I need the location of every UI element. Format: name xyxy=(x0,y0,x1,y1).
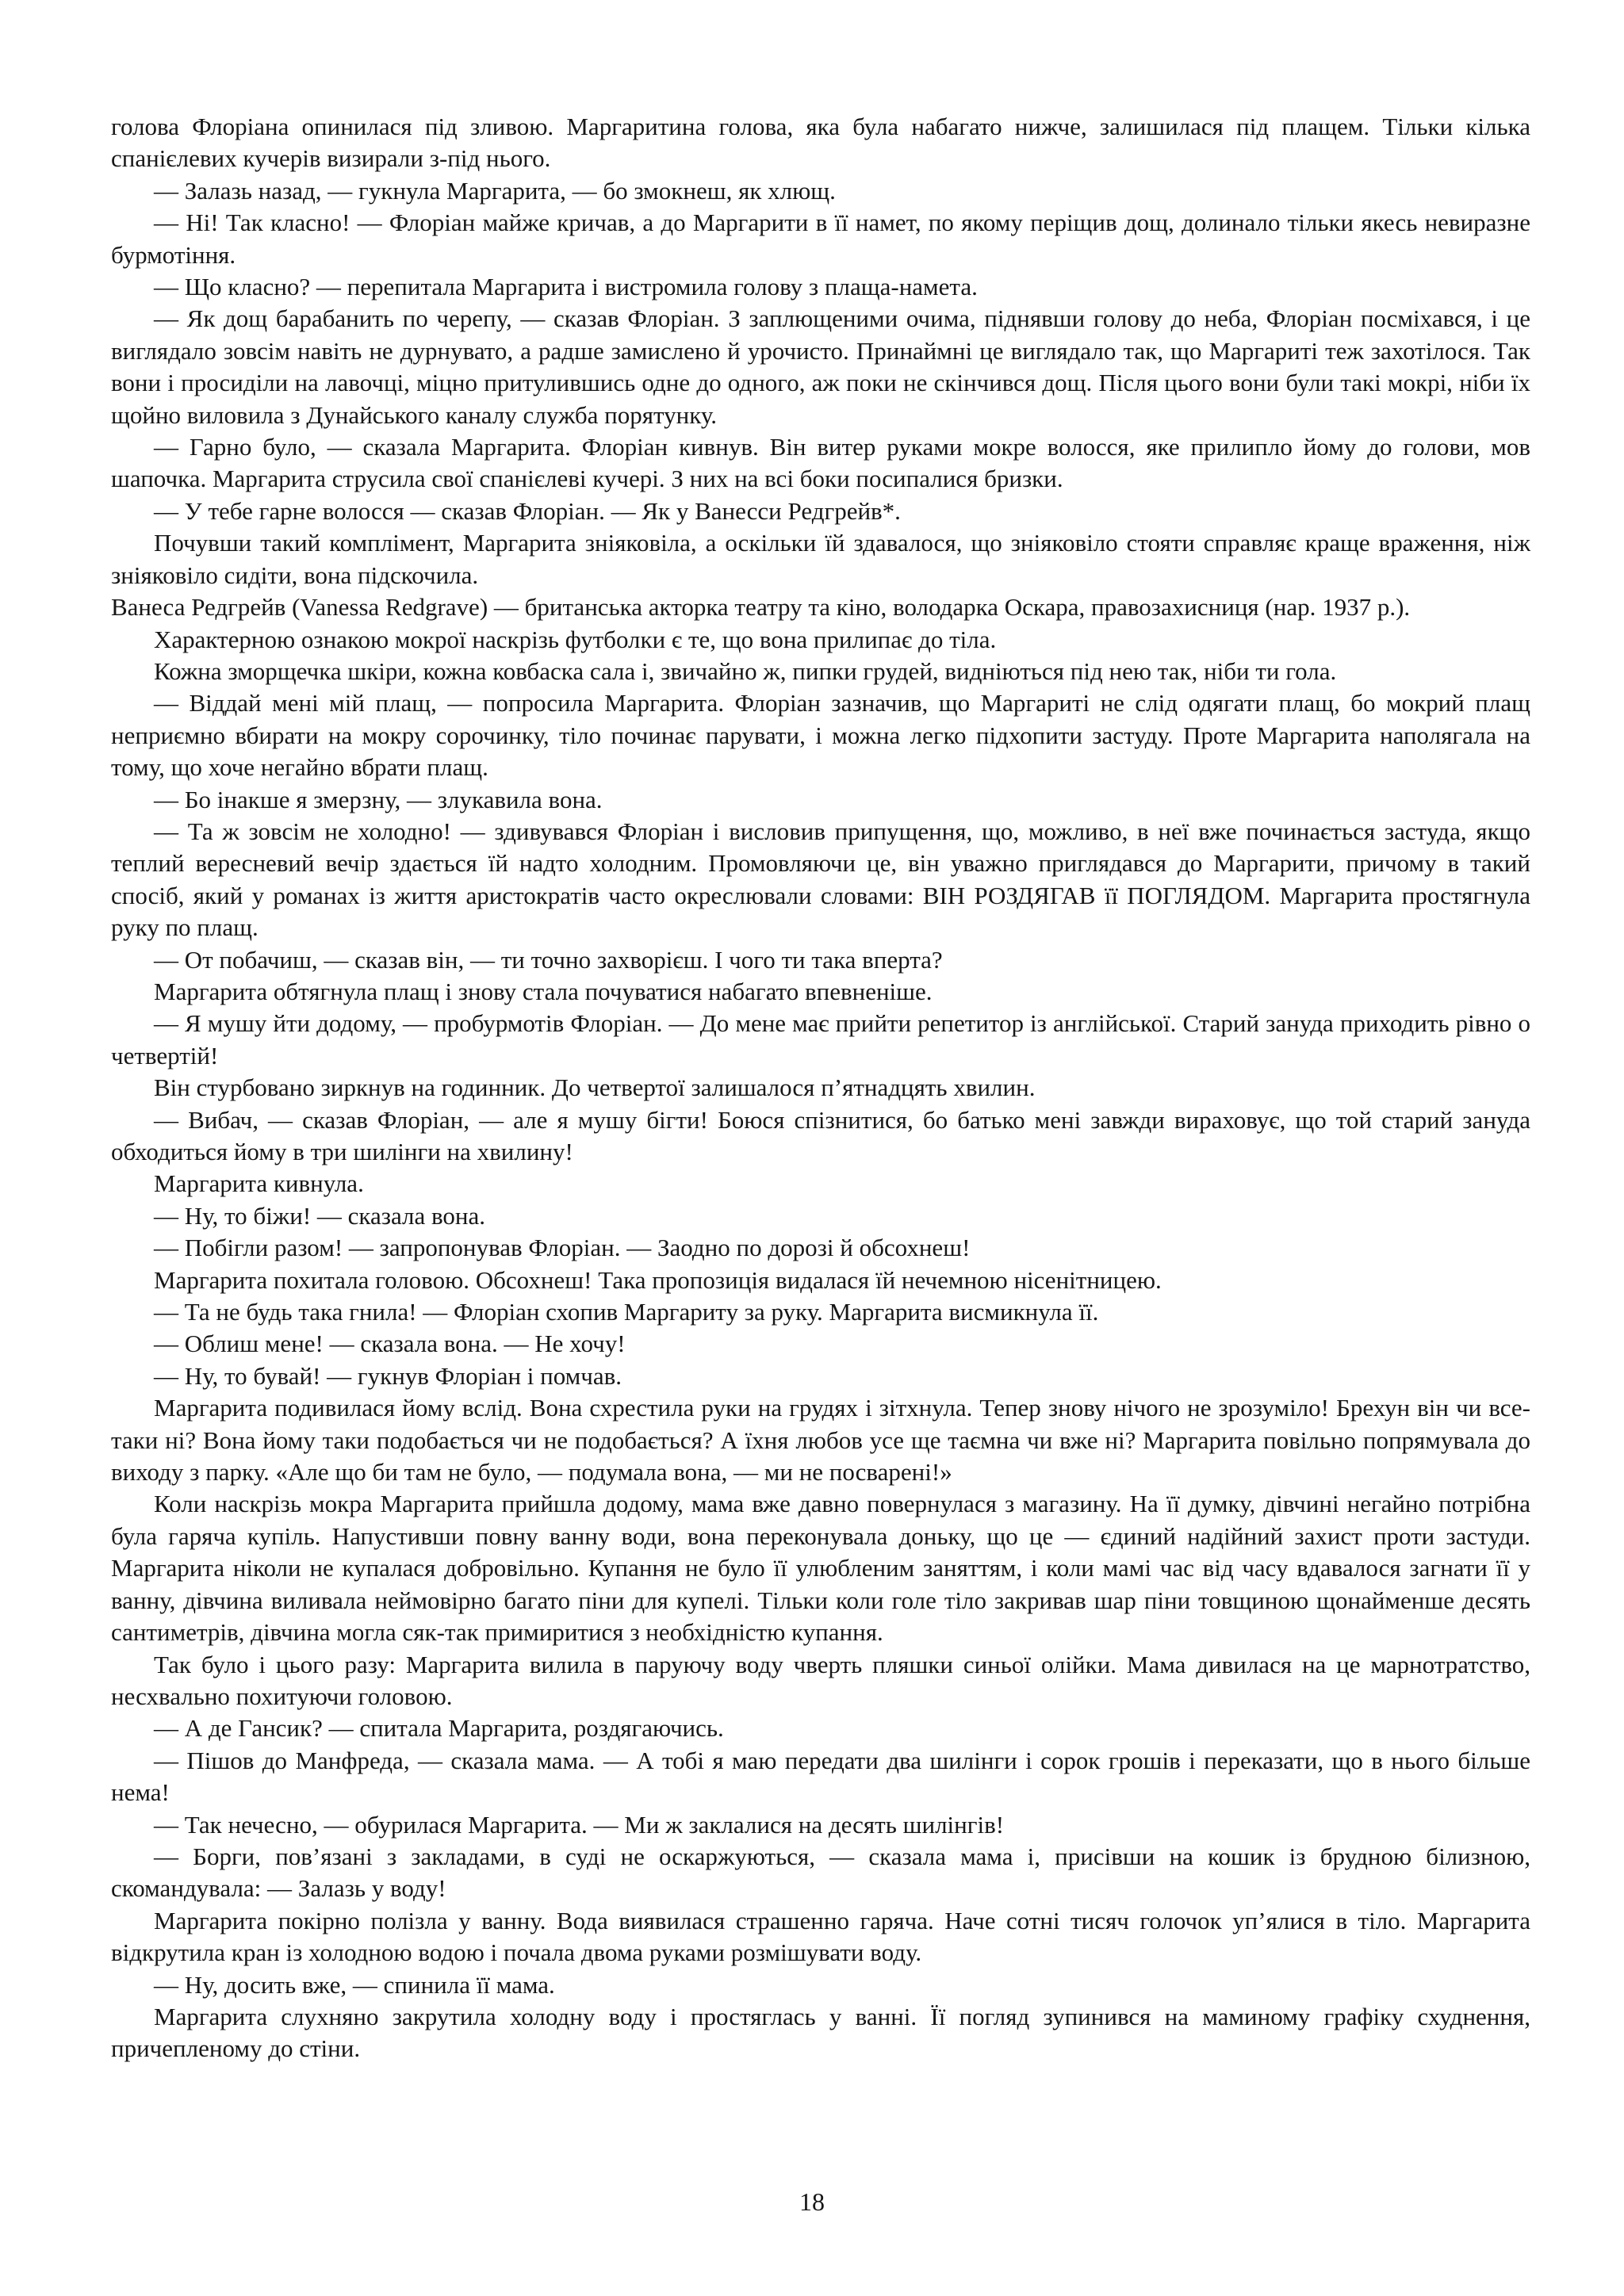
paragraph: — А де Гансик? — спитала Маргарита, роздягаючись. xyxy=(154,1714,724,1743)
paragraph: — Пішов до Манфреда, — сказала мама. — А тобі я маю передати два шилінги і сорок грошів і переказати, що в нього більше нема! xyxy=(111,1746,1530,1807)
paragraph: — Та не будь така гнила! — Флоріан схопив Маргариту за руку. Маргарита висмикнула її. xyxy=(154,1298,1099,1326)
paragraph: — Побігли разом! — запропонував Флоріан. — Заодно по дорозі й обсохнеш! xyxy=(154,1234,971,1262)
paragraph: — Що класно? — перепитала Маргарита і вистромила голову з плаща-намета. xyxy=(154,273,978,301)
paragraph: Він стурбовано зиркнув на годинник. До четвертої залишалося п’ятнадцять хвилин. xyxy=(154,1073,1036,1102)
paragraph: — Так нечесно, — обурилася Маргарита. — Ми ж заклалися на десять шилінгів! xyxy=(154,1810,1005,1839)
paragraph: — Ну, досить вже, — спинила її мама. xyxy=(154,1970,555,1999)
paragraph: — Ні! Так класно! — Флоріан майже кричав, а до Маргарити в її намет, по якому періщив дощ, долинало тільки якесь невиразне бурмотіння. xyxy=(111,209,1530,269)
paragraph: — Ну, то бувай! — гукнув Флоріан і помчав. xyxy=(154,1361,622,1390)
paragraph: — Облиш мене! — сказала вона. — Не хочу! xyxy=(154,1330,626,1358)
paragraph: — Та ж зовсім не холодно! — здивувався Флоріан і висловив припущення, що, можливо, в неї вже починається застуда, якщо теплий вересневий вечір здається їй надто холодним. Промовляючи це, він уважно приглядався до Маргарити, причому в такий спосіб, який у романах із життя аристократів часто окреслювали словами: ВІН РОЗДЯГАВ її ПОГЛЯДОМ. Маргарита простягнула руку по плащ. xyxy=(111,817,1530,942)
paragraph: Так було і цього разу: Маргарита вилила в паруючу воду чверть пляшки синьої олійки. Мама дивилася на це марнотратство, несхвально похитуючи головою. xyxy=(111,1650,1530,1710)
paragraph: — Залазь назад, — гукнула Маргарита, — бо змокнеш, як хлющ. xyxy=(154,176,836,205)
body-text xyxy=(111,111,1530,2065)
paragraph: — Віддай мені мій плащ, — попросила Маргарита. Флоріан зазначив, що Маргариті не слід одягати плащ, бо мокрий плащ неприємно вбирати на мокру сорочинку, тіло починає парувати, і можна легко підхопити застуду. Проте Маргарита наполягала на тому, що хоче негайно вбрати плащ. xyxy=(111,689,1530,782)
paragraph: — Борги, пов’язані з закладами, в суді не оскаржуються, — сказала мама і, присівши на кошик із брудною білизною, скомандувала: — Залазь у воду! xyxy=(111,1842,1530,1903)
paragraph: Характерною ознакою мокрої наскрізь футболки є те, що вона прилипає до тіла. xyxy=(154,625,997,653)
paragraph: — Гарно було, — сказала Маргарита. Флоріан кивнув. Він витер руками мокре волосся, яке прилипло йому до голови, мов шапочка. Маргарита струсила свої спанієлеві кучері. З них на всі боки посипалися бризки. xyxy=(111,433,1530,493)
paragraph: Маргарита подивилася йому вслід. Вона схрестила руки на грудях і зітхнула. Тепер знову нічого не зрозуміло! Брехун він чи все-таки ні? Вона йому таки подобається чи не подобається? А їхня любов усе ще таємна чи вже ні? Маргарита повільно попрямувала до виходу з парку. «Але що би там не було, — подумала вона, — ми не посварені!» xyxy=(111,1394,1530,1487)
paragraph: Коли наскрізь мокра Маргарита прийшла додому, мама вже давно повернулася з магазину. На її думку, дівчині негайно потрібна була гаряча купіль. Напустивши повну ванну води, вона переконувала доньку, що це — єдиний надійний захист проти застуди. Маргарита ніколи не купалася добровільно. Купання не було її улюбленим заняттям, і коли мамі час від часу вдавалося загнати її у ванну, дівчина виливала неймовірно багато піни для купелі. Тільки коли голе тіло закривав шар піни товщиною щонайменше десять сантиметрів, дівчина могла сяк-так примиритися з необхідністю купання. xyxy=(111,1490,1530,1647)
paragraph: — Як дощ барабанить по черепу, — сказав Флоріан. З заплющеними очима, піднявши голову до неба, Флоріан посміхався, і це виглядало зовсім навіть не дурнувато, а радше замислено й урочисто. Принаймні це виглядало так, що Маргариті теж захотілося. Так вони і просиділи на лавочці, міцно притулившись одне до одного, аж поки не скінчився дощ. Після цього вони були такі мокрі, ніби їх щойно виловила з Дунайського каналу служба порятунку. xyxy=(111,304,1530,429)
paragraph: Маргарита похитала головою. Обсохнеш! Така пропозиція видалася їй нечемною нісенітницею. xyxy=(154,1265,1162,1294)
paragraph: — Вибач, — сказав Флоріан, — але я мушу бігти! Боюся спізнитися, бо батько мені завжди вираховує, що той старий зануда обходиться йому в три шилінги на хвилину! xyxy=(111,1105,1530,1165)
paragraph: Почувши такий комплімент, Маргарита зніяковіла, а оскільки їй здавалося, що зніяковіло стояти справляє краще враження, ніж зніяковіло сидіти, вона підскочила. xyxy=(111,529,1530,589)
paragraph: Маргарита слухняно закрутила холодну воду і простяглась у ванні. Її погляд зупинився на маминому графіку схуднення, причепленому до стіни. xyxy=(111,2002,1530,2063)
paragraph: Маргарита обтягнула плащ і знову стала почуватися набагато впевненіше. xyxy=(154,977,933,1005)
paragraph: — Бо інакше я змерзну, — злукавила вона. xyxy=(154,785,603,813)
paragraph: Кожна зморщечка шкіри, кожна ковбаска сала і, звичайно ж, пипки грудей, видніються під нею так, ніби ти гола. xyxy=(154,656,1337,685)
paragraph: — Ну, то біжи! — сказала вона. xyxy=(154,1201,486,1230)
paragraph: Маргарита покірно полізла у ванну. Вода виявилася страшенно гаряча. Наче сотні тисяч голочок уп’ялися в тіло. Маргарита відкрутила кран із холодною водою і почала двома руками розмішувати воду. xyxy=(111,1906,1530,1967)
paragraph: — У тебе гарне волосся — сказав Флоріан. — Як у Ванесси Редгрейв*. xyxy=(154,496,901,525)
page-number: 18 xyxy=(799,2187,825,2216)
paragraph: — Я мушу йти додому, — пробурмотів Флоріан. — До мене має прийти репетитор із англійської. Старий зануда приходить рівно о четвертій! xyxy=(111,1009,1530,1070)
paragraph: голова Флоріана опинилася під зливою. Маргаритина голова, яка була набагато нижче, залишилася під плащем. Тільки кілька спанієлевих кучерів визирали з-під нього. xyxy=(111,113,1530,173)
paragraph: — От побачиш, — сказав він, — ти точно захворієш. І чого ти така вперта? xyxy=(154,945,943,974)
paragraph: Ванеса Редгрейв (Vanessa Redgrave) — британська акторка театру та кіно, володарка Оскара, правозахисниця (нар. 1937 р.). xyxy=(111,593,1411,622)
paragraph: Маргарита кивнула. xyxy=(154,1169,364,1198)
